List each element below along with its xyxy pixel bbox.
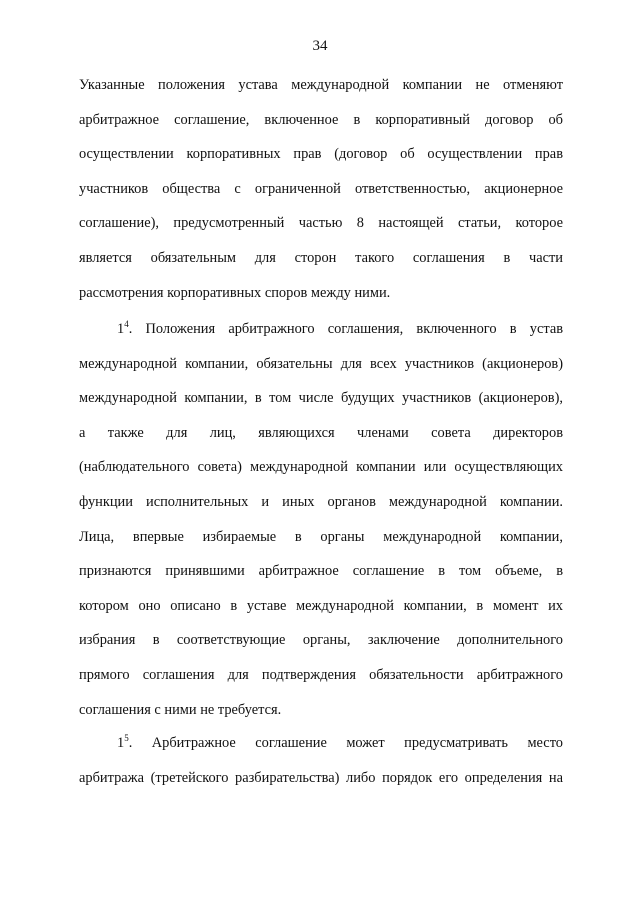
paragraph-line: котором оно описано в уставе международной компании, в момент их bbox=[79, 597, 563, 614]
paragraph-first-line bbox=[79, 726, 563, 761]
paragraph-line: соглашение), предусмотренный частью 8 настоящей статьи, которое bbox=[79, 215, 563, 232]
paragraph-line: арбитража (третейского разбирательства) либо порядок его определения на bbox=[79, 769, 563, 786]
paragraph-1-4 bbox=[79, 312, 563, 727]
paragraph-1-5 bbox=[79, 726, 563, 795]
paragraph-line-text: . Арбитражное соглашение может предусматривать место bbox=[128, 735, 563, 751]
paragraph-line: Лица, впервые избираемые в органы международной компании, bbox=[79, 528, 563, 545]
paragraph-1 bbox=[79, 68, 563, 310]
paragraph-line: признаются принявшими арбитражное соглашение в том объеме, в bbox=[79, 563, 563, 580]
paragraph-line: соглашения с ними не требуется. bbox=[79, 701, 282, 718]
clause-marker-superscript: 5 bbox=[124, 733, 129, 743]
paragraph-line: арбитражное соглашение, включенное в корпоративный договор об bbox=[79, 111, 563, 128]
clause-marker: 1 bbox=[117, 735, 125, 751]
paragraph-line: (наблюдательного совета) международной компании или осуществляющих bbox=[79, 459, 563, 476]
paragraph-line-text: . Положения арбитражного соглашения, включенного в устав bbox=[128, 321, 563, 337]
paragraph-line: а также для лиц, являющихся членами совета директоров bbox=[79, 424, 563, 441]
page-number: 34 bbox=[312, 38, 328, 54]
paragraph-line: участников общества с ограниченной ответственностью, акционерное bbox=[79, 180, 563, 197]
paragraph-line: международной компании, в том числе будущих участников (акционеров), bbox=[79, 390, 563, 407]
paragraph-line: Указанные положения устава международной компании не отменяют bbox=[79, 77, 563, 93]
paragraph-line: функции исполнительных и иных органов международной компании. bbox=[79, 493, 563, 510]
paragraph-line: осуществлении корпоративных прав (договор об осуществлении прав bbox=[79, 146, 563, 163]
paragraph-line: рассмотрения корпоративных споров между ними. bbox=[79, 284, 391, 301]
paragraph-line: прямого соглашения для подтверждения обязательности арбитражного bbox=[79, 666, 563, 683]
clause-marker: 1 bbox=[117, 321, 125, 337]
paragraph-line: избрания в соответствующие органы, заключение дополнительного bbox=[79, 632, 563, 649]
paragraph-line: является обязательным для сторон такого соглашения в части bbox=[79, 249, 563, 266]
paragraph-first-line bbox=[79, 312, 563, 347]
clause-marker-superscript: 4 bbox=[124, 319, 129, 329]
paragraph-line: международной компании, обязательны для всех участников (акционеров) bbox=[79, 355, 563, 372]
